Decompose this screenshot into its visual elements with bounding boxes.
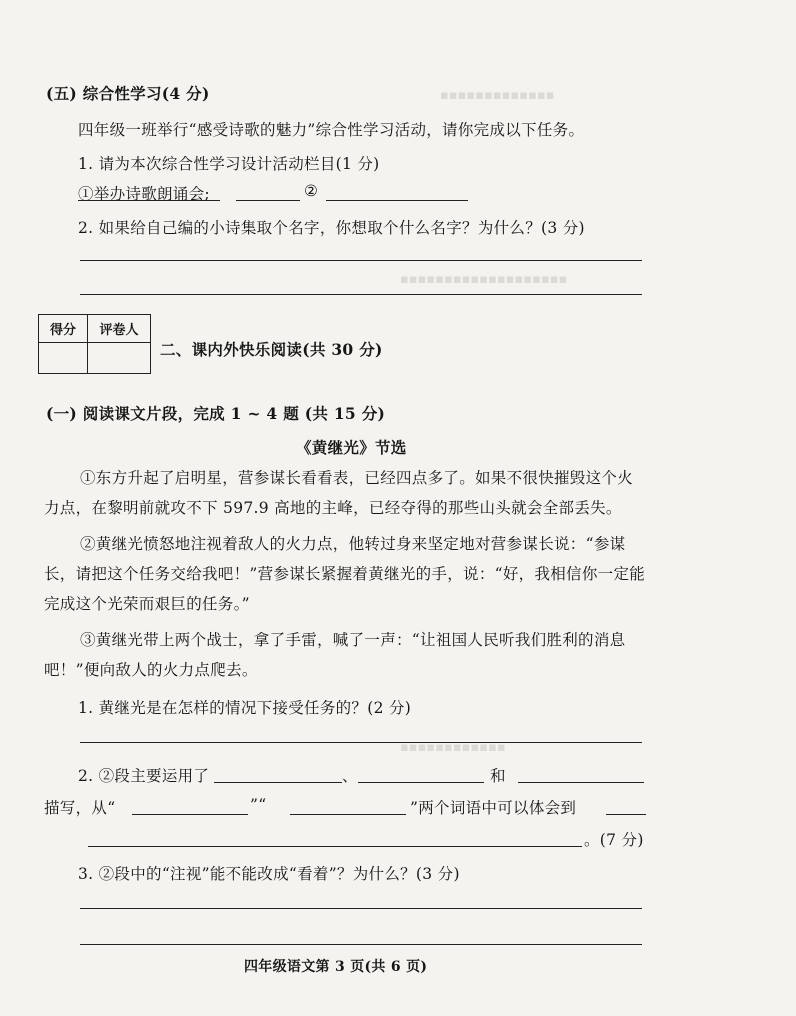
passage-p2-line2: 长，请把这个任务交给我吧！”营参谋长紧握着黄继光的手，说：“好，我相信你一定能 [44, 565, 646, 583]
q1-item1-answer-line[interactable] [236, 200, 300, 201]
bleed-through-text: ▪▪▪▪▪▪▪▪▪▪▪▪▪▪▪▪▪▪▪ [400, 272, 568, 287]
q2-answer-line-2[interactable] [80, 294, 642, 295]
part2-subheading: (一) 阅读课文片段，完成 1 ~ 4 题 (共 15 分) [46, 404, 386, 423]
reading-q1: 1. 黄继光是在怎样的情况下接受任务的？(2 分) [78, 699, 412, 717]
reading-q2-blank-4[interactable] [606, 814, 646, 815]
reading-q1-answer-line[interactable] [80, 742, 642, 743]
score-box [38, 314, 151, 374]
reading-q2-end: 。(7 分) [584, 831, 644, 849]
page-footer: 四年级语文第 3 页(共 6 页) [244, 959, 428, 975]
part2-heading: 二、课内外快乐阅读(共 30 分) [160, 340, 383, 359]
score-label: 得分 [39, 315, 88, 343]
reading-q2-blank-2[interactable] [358, 782, 484, 783]
reading-q2-line2-b: ”“ [250, 796, 267, 814]
passage-p3-line1: ③黄继光带上两个战士，拿了手雷，喊了一声：“让祖国人民听我们胜利的消息 [80, 631, 626, 649]
passage-p1-line2: 力点，在黎明前就攻不下 597.9 高地的主峰，已经夺得的那些山头就会全部丢失。 [44, 499, 622, 517]
reading-q3: 3. ②段中的“注视”能不能改成“看着”？为什么？(3 分) [78, 865, 460, 883]
grader-cell[interactable] [88, 343, 151, 374]
passage-p2-line3: 完成这个光荣而艰巨的任务。” [44, 595, 250, 613]
reading-q2-blank-3[interactable] [518, 782, 644, 783]
section5-heading: (五) 综合性学习(4 分) [46, 84, 210, 103]
score-cell[interactable] [39, 343, 88, 374]
bleed-through-text: ▪▪▪▪▪▪▪▪▪▪▪▪▪ [440, 88, 555, 103]
q1-item1-underline [78, 200, 220, 201]
q2-answer-line-1[interactable] [80, 260, 642, 261]
reading-q2-prefix: 2. ②段主要运用了 [78, 767, 210, 785]
reading-q2-line2-c: ”两个词语中可以体会到 [410, 799, 577, 817]
reading-q3-answer-line-1[interactable] [80, 908, 642, 909]
passage-p2-line1: ②黄继光愤怒地注视着敌人的火力点，他转过身来坚定地对营参谋长说：“参谋 [80, 535, 626, 553]
reading-q3-answer-line-2[interactable] [80, 944, 642, 945]
bleed-through-text: ▪▪▪▪▪▪▪▪▪▪▪▪ [400, 740, 506, 755]
section5-q1-item2: ② [304, 182, 319, 200]
reading-q2-separator: 、 [342, 767, 358, 785]
q1-item2-answer-line[interactable] [326, 200, 468, 201]
reading-q2-blank-1[interactable] [214, 782, 342, 783]
passage-p1-line1: ①东方升起了启明星，营参谋长看看表，已经四点多了。如果不很快摧毁这个火 [80, 469, 634, 487]
section5-q1-item1: ①举办诗歌朗诵会; [78, 185, 210, 203]
reading-q2-word-blank-1[interactable] [132, 814, 248, 815]
section5-intro: 四年级一班举行“感受诗歌的魅力”综合性学习活动，请你完成以下任务。 [78, 121, 585, 139]
reading-q2-word-blank-2[interactable] [290, 814, 406, 815]
reading-q2-blank-5[interactable] [88, 846, 582, 847]
passage-title: 《黄继光》节选 [296, 438, 407, 457]
grader-label: 评卷人 [88, 315, 151, 343]
section5-q2: 2. 如果给自己编的小诗集取个名字，你想取个什么名字？为什么？(3 分) [78, 219, 585, 237]
passage-p3-line2: 吧！”便向敌人的火力点爬去。 [44, 661, 258, 679]
section5-q1: 1. 请为本次综合性学习设计活动栏目(1 分) [78, 155, 380, 173]
reading-q2-and: 和 [490, 767, 506, 785]
reading-q2-line2-a: 描写，从“ [44, 799, 116, 817]
